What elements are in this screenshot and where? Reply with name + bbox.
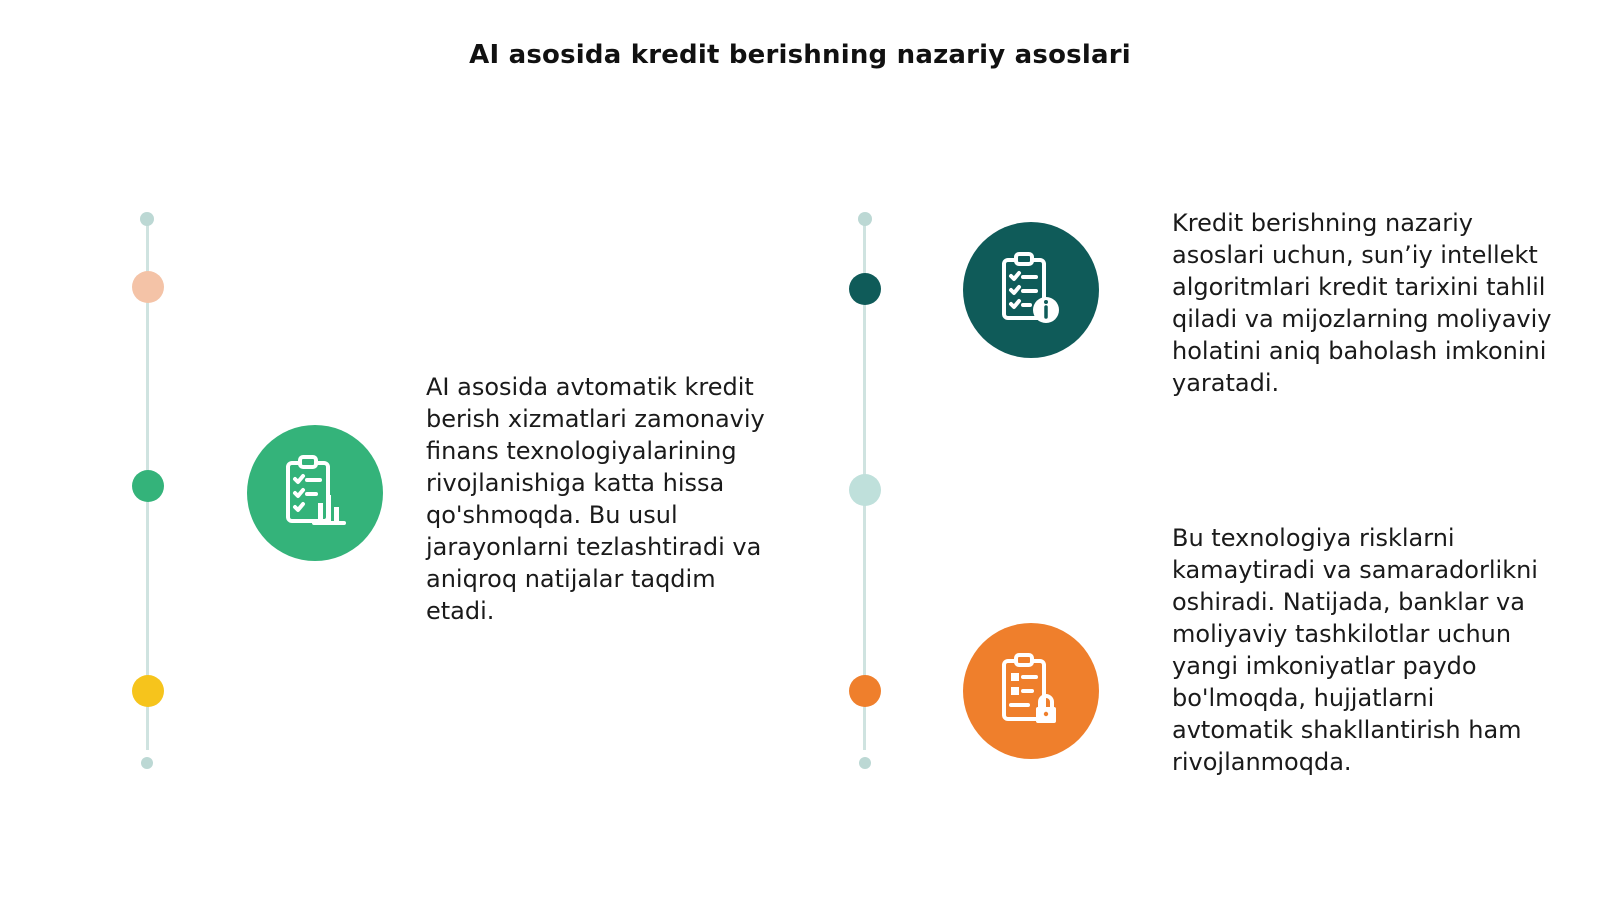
left-peach-dot xyxy=(132,271,164,303)
left-paragraph: AI asosida avtomatik kredit berish xizmatlari zamonaviy finans texnologiyalarining rivojlanishiga katta hissa qo'shmoqda. Bu usul jarayonlarni tezlashtiradi va aniqroq natijalar taqdim etadi. xyxy=(426,373,765,625)
clipboard-lock-icon xyxy=(963,623,1099,759)
middle-start-dot xyxy=(858,212,872,226)
left-yellow-dot xyxy=(132,675,164,707)
left-green-dot xyxy=(132,470,164,502)
clipboard-info-icon xyxy=(963,222,1099,358)
middle-end-dot xyxy=(859,757,871,769)
middle-orange-dot xyxy=(849,675,881,707)
middle-mint-dot xyxy=(849,474,881,506)
left-start-dot xyxy=(140,212,154,226)
bottom-right-paragraph: Bu texnologiya risklarni kamaytiradi va samaradorlikni oshiradi. Natijada, banklar va moliyaviy tashkilotlar uchun yangi imkoniyatlar paydo bo'lmoqda, hujjatlarni avtomatik shakllantirish ham rivojlanmoqda. xyxy=(1172,524,1538,776)
page-title: AI asosida kredit berishning nazariy asoslari xyxy=(469,40,1131,70)
clipboard-chart-icon xyxy=(247,425,383,561)
middle-dark-dot xyxy=(849,273,881,305)
top-right-paragraph: Kredit berishning nazariy asoslari uchun, sun’iy intellekt algoritmlari kredit tarixini tahlil qiladi va mijozlarning moliyaviy holatini aniq baholash imkonini yaratadi. xyxy=(1172,209,1552,397)
left-end-dot xyxy=(141,757,153,769)
